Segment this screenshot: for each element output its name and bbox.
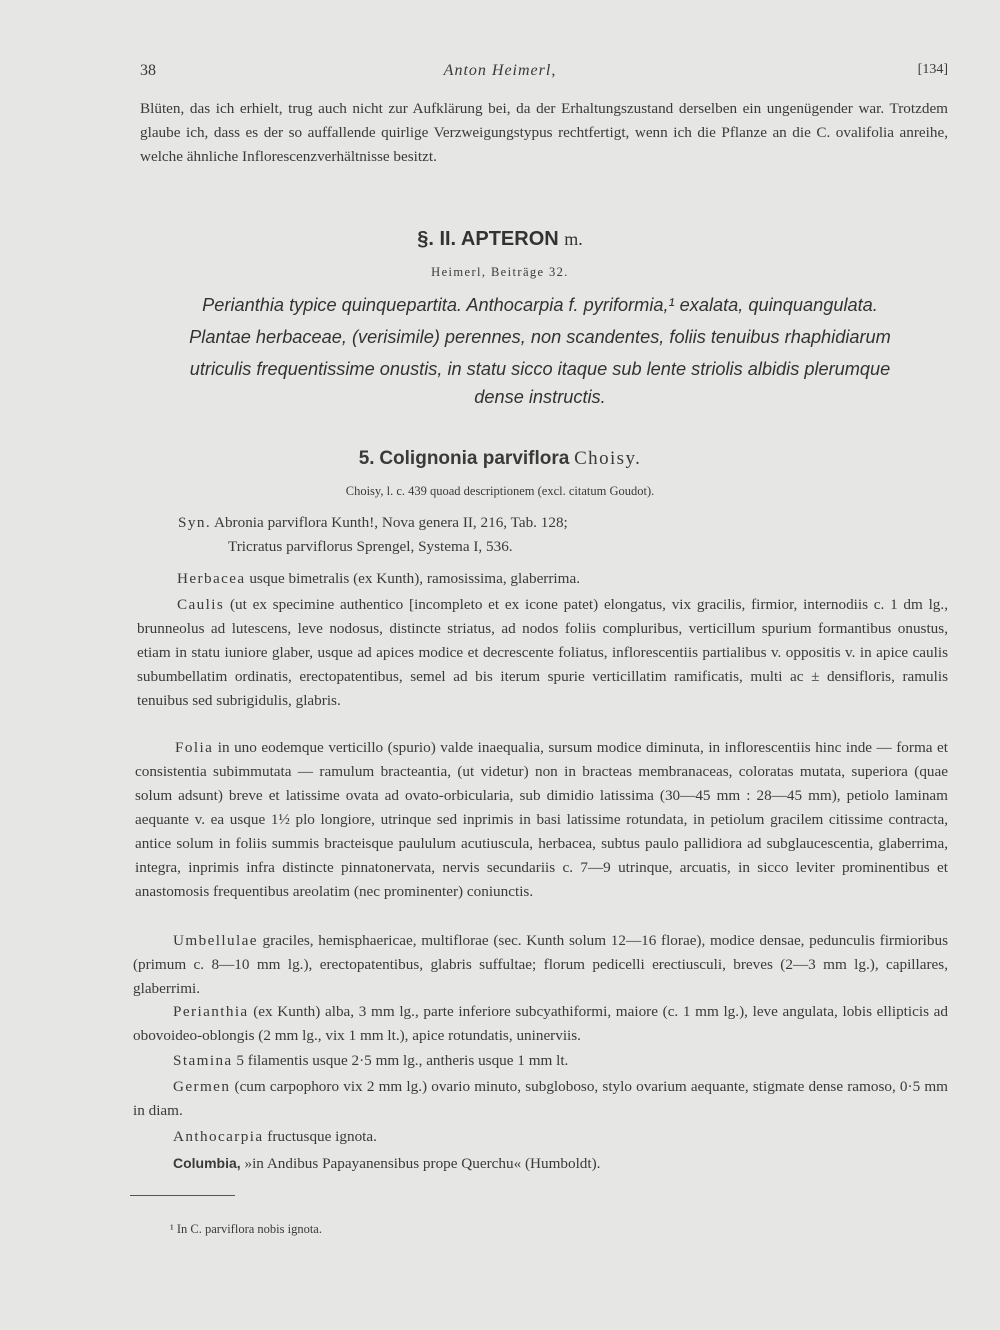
page-bracket-number: [134] [917, 62, 948, 77]
intro-paragraph: Blüten, das ich erhielt, trug auch nicht zur Aufklärung bei, da der Erhaltungszustand derselben ein ungenügender war. Trotzdem glaube ich, dass es der so auffallende quirlige Verzweigungstypus rechtfertigt, wenn ich die Pflanze an die C. ovalifolia anreihe, welche ähnliche Inflorescenzverhältnisse besitzt. [140, 100, 948, 165]
species-citation: Choisy, l. c. 439 quoad descriptionem (excl. citatum Goudot). [345, 484, 655, 498]
diagnosis-line: utriculis frequentissime onustis, in statu sicco itaque sub lente striolis albidis plerumque [189, 359, 891, 379]
description-herbacea: Herbacea usque bimetralis (ex Kunth), ramosissima, glaberrima. [177, 570, 580, 587]
synonym-2: Tricratus parviflorus Sprengel, Systema I, 536. [228, 538, 513, 555]
section-title-suffix: m. [564, 229, 583, 249]
description-germen: Germen (cum carpophoro vix 2 mm lg.) ovario minuto, subgloboso, stylo ovarium aequante, stigmate dense ramoso, 0·5 mm in diam. [133, 1078, 948, 1119]
section-heading [0, 228, 1000, 251]
description-anthocarpia: Anthocarpia fructusque ignota. [173, 1128, 377, 1145]
section-citation: Heimerl, Beiträge 32. [431, 265, 569, 279]
running-head-author: Anton Heimerl, [443, 62, 557, 79]
section-title: §. II. APTERON [417, 228, 559, 250]
locality-line [173, 1151, 600, 1176]
page-number: 38 [140, 62, 156, 79]
description-caulis: Caulis (ut ex specimine authentico [incompleto et ex icone patet) elongatus, vix gracilis, firmior, internodiis c. 1 dm lg., brunneolus ad lutescens, leve nodosus, distincte striatus, ad nodos foliis compluribus, verticillum spurium formantibus onustus, etiam in statu iuniore glaber, usque ad apices modice et decrescente foliatus, inflorescentiis partialibus v. oppositis v. in apice caulis subumbellatim ordinatis, erectopatentibus, semel ad bis iterum spurie verticillatim ramificatis, multi ac ± densifloris, ramulis tenuibus sed subrigidulis, glabris. [137, 596, 948, 709]
species-title [0, 448, 1000, 470]
species-number: 5. [358, 448, 375, 469]
diagnosis-line: Plantae herbaceae, (verisimile) perennes, non scandentes, foliis tenuibus rhaphidiarum [189, 327, 891, 347]
species-name: Colignonia parviflora [379, 448, 570, 469]
diagnosis-line: dense instructis. [474, 387, 606, 407]
locality-text: »in Andibus Papayanensibus prope Querchu« (Humboldt). [240, 1155, 601, 1172]
footnote: ¹ In C. parviflora nobis ignota. [170, 1222, 322, 1236]
synonym-line [178, 511, 568, 535]
locality-country: Columbia, [173, 1155, 241, 1171]
synonym-label: Syn. [178, 514, 212, 531]
species-author: Choisy. [574, 448, 642, 469]
description-perianthia: Perianthia (ex Kunth) alba, 3 mm lg., parte inferiore subcyathiformi, maiore (c. 1 mm lg.), leve angulata, lobis ellipticis ad obovoideo-oblongis (2 mm lg., vix 1 mm lt.), apice rotundatis, uninerviis. [133, 1003, 948, 1044]
description-umbellulae: Umbellulae graciles, hemisphaericae, multiflorae (sec. Kunth solum 12—16 florae), modice densae, pedunculis firmioribus (primum c. 8—10 mm lg.), erectopatentibus, glabris suffultae; florum pedicelli erectiusculi, breves (2—3 mm lg.), capillares, glaberrimi. [133, 932, 948, 997]
description-folia: Folia in uno eodemque verticillo (spurio) valde inaequalia, sursum modice diminuta, in inflorescentiis hinc inde — forma et consistentia subimmutata — ramulum bracteantia, (ut videtur) non in bracteas membranaceas, coloratas mutata, superiora (quae solum adsunt) breve et latissime ovata ad ovato-orbicularia, sub dimidio latissima (30—45 mm : 28—45 mm), petiolo laminam aequante v. ea usque 1½ plo longiore, utrinque sed inprimis in basi latissime rotundata, in petiolum gracilem citissime contracta, antice solum in foliis summis bracteisque paululum acutiuscula, herbacea, subtus paulo pallidiora ad subglaucescentia, glaberrima, integra, inprimis infra distincte pinnatonervata, nervis secundariis c. 7—9 utrinque, arcuatis, in sicco leviter prominentibus et anastomosis frequentibus areolatim (nec prominenter) coniunctis. [135, 739, 948, 900]
footnote-divider [130, 1195, 235, 1196]
synonym-1: Abronia parviflora Kunth!, Nova genera II, 216, Tab. 128; [214, 514, 568, 531]
description-stamina: Stamina 5 filamentis usque 2·5 mm lg., antheris usque 1 mm lt. [173, 1052, 569, 1069]
diagnosis-line: Perianthia typice quinquepartita. Anthocarpia f. pyriformia,¹ exalata, quinquangulata. [202, 295, 878, 315]
